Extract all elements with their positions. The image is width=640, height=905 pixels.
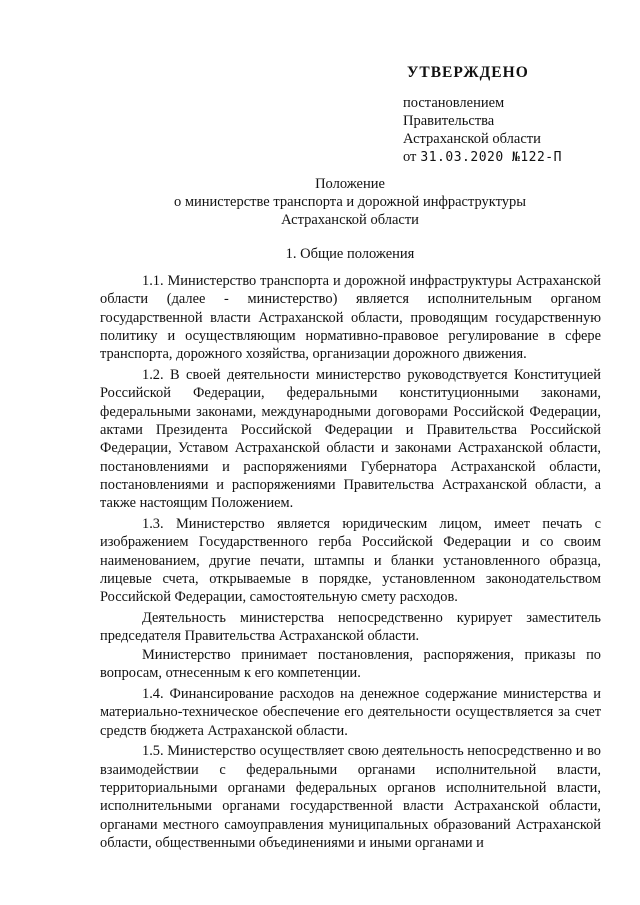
approval-line-1: постановлением bbox=[403, 95, 505, 111]
title-line-3: Астраханской области bbox=[281, 212, 419, 228]
paragraph: 1.5. Министерство осуществляет свою деятельность непосредственно и во взаимодействии с федеральными органами исполнительной власти, территориальными органами федеральных органов исполнительной власти, исполнительными органами государственной власти Астраханской области, органами местного самоуправления муниципальных образований Астраханской области, общественными объединениями и иными органами и bbox=[100, 743, 601, 851]
document-body bbox=[100, 272, 601, 855]
paragraph: 1.3. Министерство является юридическим лицом, имеет печать с изображением Государственного герба Российской Федерации и со своим наименованием, другие печати, штампы и бланки установленного образца, лицевые счета, открываемые в порядке, установленном законодательством Российской Федерации, самостоятельную смету расходов. bbox=[100, 516, 601, 606]
paragraph: 1.4. Финансирование расходов на денежное содержание министерства и материально-техническое обеспечение его деятельности осуществляется за счет средств бюджета Астраханской области. bbox=[100, 685, 601, 739]
paragraph: 1.1. Министерство транспорта и дорожной инфраструктуры Астраханской области (далее - министерство) является исполнительным органом государственной власти Астраханской области, проводящим государственную политику и осуществляющим нормативно-правовое регулирование в сфере транспорта, дорожного хозяйства, организации дорожного движения. bbox=[100, 273, 601, 363]
title-line-2: о министерстве транспорта и дорожной инфраструктуры bbox=[173, 194, 527, 210]
paragraph: Деятельность министерства непосредственно курирует заместитель председателя Правительства Астраханской области. bbox=[100, 610, 601, 645]
paragraph: Министерство принимает постановления, распоряжения, приказы по вопросам, отнесенным к его компетенции. bbox=[100, 646, 601, 682]
approval-heading: УТВЕРЖДЕНО bbox=[407, 64, 529, 81]
title-line-1: Положение bbox=[315, 176, 385, 192]
section-heading: 1. Общие положения bbox=[285, 246, 415, 262]
approval-stamp bbox=[403, 64, 562, 167]
approval-date-prefix: от bbox=[403, 149, 417, 165]
approval-date-line bbox=[403, 148, 562, 167]
paragraph: 1.2. В своей деятельности министерство руководствуется Конституцией Российской Федерации, федеральными конституционными законами, федеральными законами, международными договорами Российской Федерации, актами Президента Российской Федерации и Правительства Российской Федерации, Уставом Астраханской области и законами Астраханской области, постановлениями и распоряжениями Губернатора Астраханской области, постановлениями и распоряжениями Правительства Астраханской области, а также настоящим Положением. bbox=[100, 367, 601, 512]
approval-line-2: Правительства bbox=[403, 113, 495, 129]
document-title bbox=[100, 175, 600, 229]
approval-date-value: 31.03.2020 №122-П bbox=[420, 150, 562, 165]
approval-line-3: Астраханской области bbox=[403, 131, 541, 147]
